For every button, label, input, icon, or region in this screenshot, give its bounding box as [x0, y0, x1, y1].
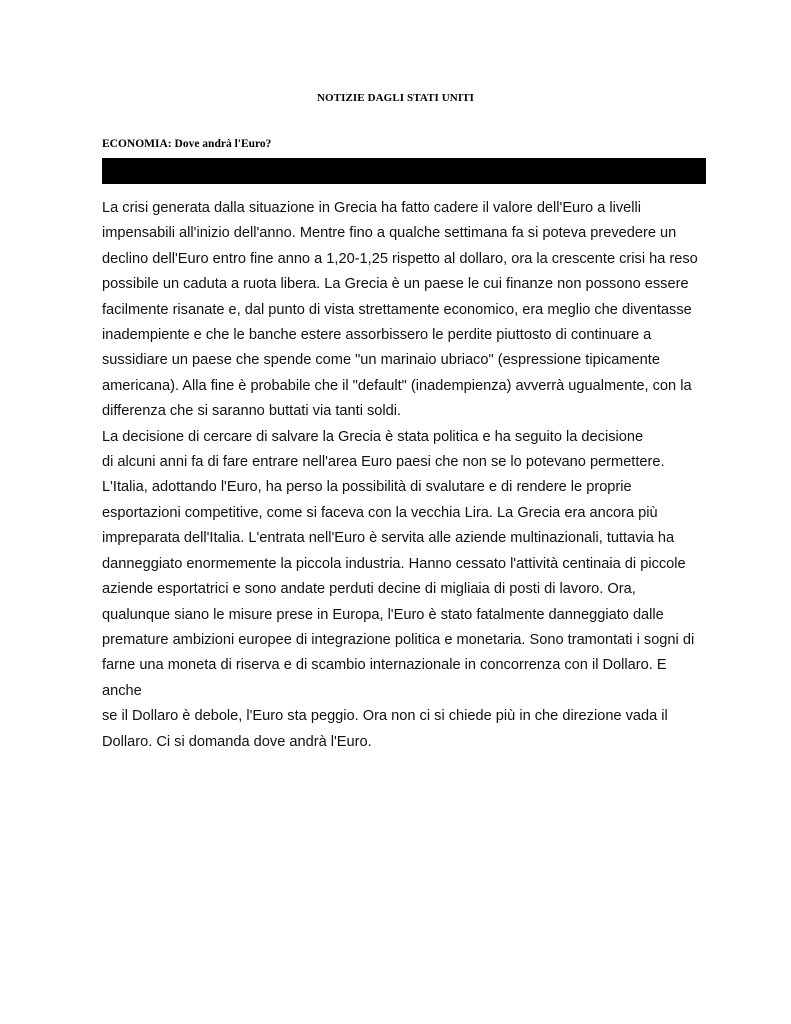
body-line: premature ambizioni europee di integrazione politica e monetaria. Sono tramontati i sogni di: [102, 631, 695, 648]
body-line: danneggiato enormemente la piccola industria. Hanno cessato l'attività centinaia di piccole: [102, 555, 686, 572]
body-line: L'Italia, adottando l'Euro, ha perso la possibilità di svalutare e di rendere le proprie: [102, 479, 632, 496]
body-line: qualunque siano le misure prese in Europa, l'Euro è stato fatalmente danneggiato dalle: [102, 606, 664, 623]
section-title: ECONOMIA: Dove andrà l'Euro?: [102, 138, 272, 150]
body-line: impreparata dell'Italia. L'entrata nell'Euro è servita alle aziende multinazionali, tuttavia ha: [102, 530, 675, 547]
body-line: se il Dollaro è debole, l'Euro sta peggio. Ora non ci si chiede più in che direzione vada il: [102, 708, 668, 725]
body-line: La crisi generata dalla situazione in Grecia ha fatto cadere il valore dell'Euro a livelli: [102, 200, 641, 216]
body-line: di alcuni anni fa di fare entrare nell'area Euro paesi che non se lo potevano permettere.: [102, 454, 665, 471]
body-line: possibile un caduta a ruota libera. La Grecia è un paese le cui finanze non possono essere: [102, 276, 689, 293]
body-line: La decisione di cercare di salvare la Grecia è stata politica e ha seguito la decisione: [102, 428, 644, 445]
body-line: sussidiare un paese che spende come "un marinaio ubriaco" (espressione tipicamente: [102, 352, 660, 369]
body-line: differenza che si saranno buttati via tanti soldi.: [102, 403, 402, 420]
document-header: NOTIZIE DAGLI STATI UNITI: [316, 92, 475, 104]
body-line: anche: [102, 682, 142, 699]
body-line: aziende esportatrici e sono andate perduti decine di migliaia di posti di lavoro. Ora,: [102, 581, 636, 598]
body-line: farne una moneta di riserva e di scambio internazionale in concorrenza con il Dollaro. E: [102, 657, 667, 674]
article-body: [102, 196, 722, 755]
body-line: inadempiente e che le banche estere assorbissero le perdite piuttosto di continuare a: [102, 327, 652, 344]
body-line: facilmente risanate e, dal punto di vista strettamente economico, era meglio che diventasse: [102, 301, 692, 318]
body-line: esportazioni competitive, come si faceva con la vecchia Lira. La Grecia era ancora più: [102, 504, 658, 521]
body-line: Dollaro. Ci si domanda dove andrà l'Euro.: [102, 733, 372, 750]
body-line: impensabili all'inizio dell'anno. Mentre fino a qualche settimana fa si poteva prevedere un: [102, 225, 677, 242]
redaction-bar: [102, 158, 706, 184]
body-line: declino dell'Euro entro fine anno a 1,20-1,25 rispetto al dollaro, ora la crescente crisi ha reso: [102, 250, 698, 267]
body-line: americana). Alla fine è probabile che il "default" (inadempienza) avverrà ugualmente, con la: [102, 377, 692, 394]
